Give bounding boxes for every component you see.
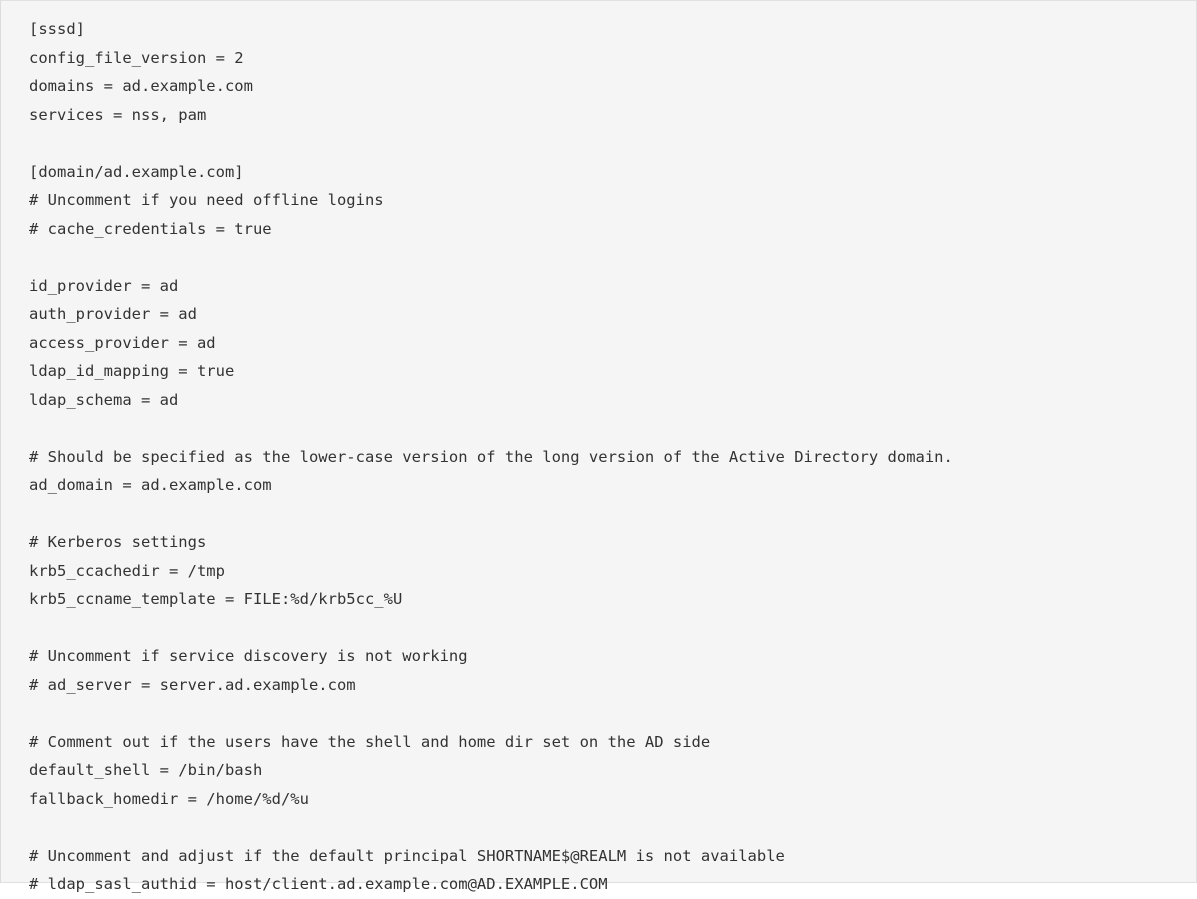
code-line: fallback_homedir = /home/%d/%u [29, 789, 309, 808]
code-line: default_shell = /bin/bash [29, 761, 263, 779]
code-line [29, 243, 1178, 272]
code-line: id_provider = ad [29, 276, 179, 295]
code-line: # ldap_sasl_authid = host/client.ad.example.com@AD.EXAMPLE.COM [29, 875, 608, 893]
code-line: access_provider = ad [29, 333, 216, 352]
code-line: krb5_ccname_template = FILE:%d/krb5cc_%U [29, 590, 403, 608]
code-line: krb5_ccachedir = /tmp [29, 561, 225, 580]
code-line [29, 699, 1178, 728]
code-line: domains = ad.example.com [29, 77, 253, 95]
code-line: # Comment out if the users have the shell and home dir set on the AD side [29, 732, 711, 751]
code-line: services = nss, pam [29, 105, 207, 124]
code-line: ldap_schema = ad [29, 390, 179, 409]
code-line [29, 614, 1178, 643]
code-line: # cache_credentials = true [29, 219, 272, 238]
code-line: # Uncomment and adjust if the default principal SHORTNAME$@REALM is not available [29, 846, 785, 865]
code-line: [domain/ad.example.com] [29, 162, 244, 181]
code-line: # Should be specified as the lower-case version of the long version of the Active Directory domain. [29, 447, 953, 466]
code-line [29, 500, 1178, 529]
code-line: [sssd] [29, 20, 85, 38]
code-line: config_file_version = 2 [29, 48, 244, 67]
code-line [29, 129, 1178, 158]
code-line: ad_domain = ad.example.com [29, 476, 272, 494]
code-line: # Uncomment if service discovery is not working [29, 647, 468, 665]
code-line: auth_provider = ad [29, 305, 197, 323]
code-line: ldap_id_mapping = true [29, 362, 235, 380]
code-line: # ad_server = server.ad.example.com [29, 675, 356, 694]
code-line: # Kerberos settings [29, 533, 207, 551]
code-line [29, 813, 1178, 842]
code-line: # Uncomment if you need offline logins [29, 191, 384, 209]
code-line [29, 414, 1178, 443]
code-line-list [29, 15, 1178, 899]
